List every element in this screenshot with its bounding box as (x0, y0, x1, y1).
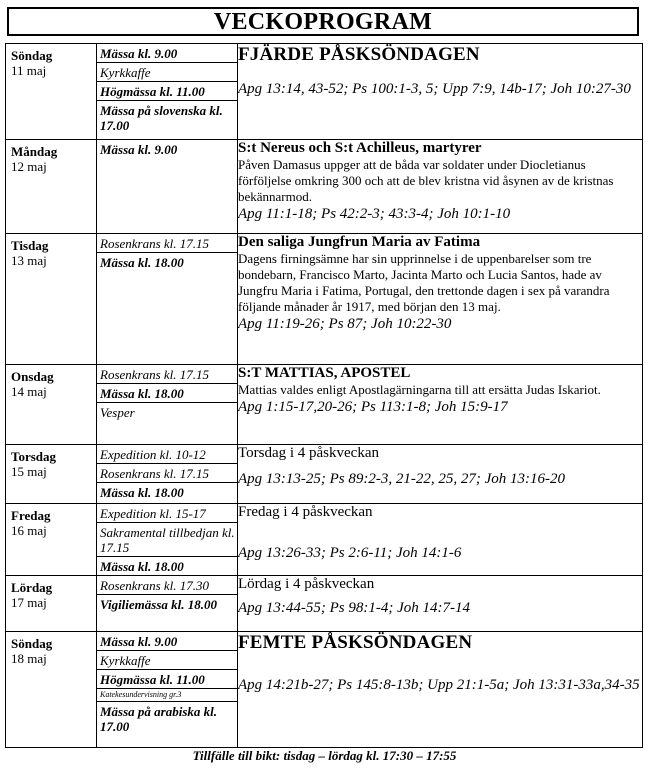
activities-cell (97, 445, 238, 504)
readings: Apg 13:44-55; Ps 98:1-4; Joh 14:7-14 (238, 600, 471, 616)
day-date: 18 maj (11, 651, 47, 666)
description-cell (238, 504, 643, 576)
feast-title: Lördag i 4 påskveckan (238, 576, 375, 592)
schedule-row (6, 576, 643, 632)
activities-cell (97, 576, 238, 632)
title-box (7, 7, 639, 36)
day-date: 17 maj (11, 595, 47, 610)
activity-item: Katekesundervisning gr.3 (97, 689, 237, 702)
readings: Apg 13:13-25; Ps 89:2-3, 21-22, 25, 27; Joh 13:16-20 (238, 471, 566, 487)
description-cell (238, 445, 643, 504)
activity-item: Sakramental tillbedjan kl. 17.15 (97, 523, 237, 557)
activity-item: Mässa på arabiska kl. 17.00 (100, 704, 218, 734)
day-cell (6, 365, 97, 445)
readings: Apg 13:26-33; Ps 2:6-11; Joh 14:1-6 (238, 545, 462, 561)
day-name: Söndag (11, 48, 53, 63)
feast-description: Dagens firningsämne har sin upprinnelse i de uppenbarelser som tre bondebarn, Francisco Marto, Jacinta Marto och Lucia Santos, hade av Jungfru Maria i Fatima, Portugal, den trettonde dagen i sex på varandra följande månader år 1917, med början den 13 maj. (238, 251, 610, 314)
day-cell (6, 140, 97, 234)
activities-cell (97, 365, 238, 445)
readings: Apg 13:14, 43-52; Ps 100:1-3, 5; Upp 7:9, 14b-17; Joh 10:27-30 (238, 81, 631, 97)
feast-title: S:t Nereus och S:t Achilleus, martyrer (238, 140, 482, 156)
description-cell (238, 576, 643, 632)
feast-title: S:T MATTIAS, APOSTEL (238, 365, 411, 381)
activity-item: Kyrkkaffe (97, 651, 237, 670)
day-name: Söndag (11, 636, 53, 651)
day-name: Onsdag (11, 369, 54, 384)
activities-cell (97, 234, 238, 365)
feast-title: Fredag i 4 påskveckan (238, 504, 373, 520)
activity-item: Rosenkrans kl. 17.15 (97, 234, 237, 253)
activity-item: Rosenkrans kl. 17.30 (97, 576, 237, 595)
day-date: 16 maj (11, 523, 47, 538)
readings: Apg 1:15-17,20-26; Ps 113:1-8; Joh 15:9-17 (238, 399, 508, 415)
feast-title: Torsdag i 4 påskveckan (238, 445, 379, 461)
readings: Apg 11:19-26; Ps 87; Joh 10:22-30 (238, 316, 452, 332)
activity-item: Mässa kl. 9.00 (97, 44, 237, 63)
day-cell (6, 504, 97, 576)
activity-item: Mässa kl. 9.00 (97, 632, 237, 651)
activities-cell (97, 504, 238, 576)
schedule-row (6, 234, 643, 365)
description-cell (238, 140, 643, 234)
activity-item: Expedition kl. 10-12 (97, 445, 237, 464)
activity-item: Kyrkkaffe (97, 63, 237, 82)
day-name: Tisdag (11, 238, 49, 253)
day-cell (6, 44, 97, 140)
day-name: Fredag (11, 508, 51, 523)
schedule-row (6, 44, 643, 140)
activity-item: Vesper (100, 405, 135, 420)
readings: Apg 11:1-18; Ps 42:2-3; 43:3-4; Joh 10:1-10 (238, 206, 511, 222)
day-date: 15 maj (11, 464, 47, 479)
feast-title: Den saliga Jungfrun Maria av Fatima (238, 234, 481, 250)
activity-item: Mässa på slovenska kl. 17.00 (100, 103, 223, 133)
day-cell (6, 445, 97, 504)
schedule-body (6, 44, 643, 748)
schedule-row (6, 140, 643, 234)
schedule-row (6, 445, 643, 504)
feast-description: Påven Damasus uppger att de båda var soldater under Diocletianus förföljelse omkring 300 och att de blev kristna vid åsynen av de kristnas bekännarmod. (238, 157, 614, 204)
readings: Apg 14:21b-27; Ps 145:8-13b; Upp 21:1-5a; Joh 13:31-33a,34-35 (238, 677, 640, 693)
confession-footer: Tillfälle till bikt: tisdag – lördag kl. 17:30 – 17:55 (192, 748, 457, 763)
schedule-row (6, 632, 643, 748)
activity-item: Rosenkrans kl. 17.15 (97, 464, 237, 483)
schedule-table (5, 43, 643, 748)
activity-item: Expedition kl. 15-17 (97, 504, 237, 523)
activity-item: Mässa kl. 18.00 (100, 485, 184, 500)
schedule-row (6, 504, 643, 576)
activity-item: Högmässa kl. 11.00 (97, 82, 237, 101)
description-cell (238, 44, 643, 140)
day-cell (6, 576, 97, 632)
activity-item: Mässa kl. 18.00 (97, 384, 237, 403)
day-cell (6, 632, 97, 748)
day-date: 13 maj (11, 253, 47, 268)
activity-item: Vigiliemässa kl. 18.00 (100, 597, 218, 612)
feast-title: FEMTE PÅSKSÖNDAGEN (238, 632, 473, 653)
activity-item: Rosenkrans kl. 17.15 (97, 365, 237, 384)
description-cell (238, 632, 643, 748)
page-title: VECKOPROGRAM (213, 9, 433, 35)
day-cell (6, 234, 97, 365)
activity-item: Mässa kl. 9.00 (100, 142, 178, 157)
schedule-row (6, 365, 643, 445)
day-name: Lördag (11, 580, 53, 595)
activities-cell (97, 44, 238, 140)
day-date: 14 maj (11, 384, 47, 399)
activity-item: Mässa kl. 18.00 (100, 559, 184, 574)
day-name: Måndag (11, 144, 58, 159)
activity-item: Högmässa kl. 11.00 (97, 670, 237, 689)
description-cell (238, 234, 643, 365)
activity-item: Mässa kl. 18.00 (100, 255, 184, 270)
feast-title: FJÄRDE PÅSKSÖNDAGEN (238, 44, 480, 65)
activities-cell (97, 140, 238, 234)
activities-cell (97, 632, 238, 748)
day-date: 11 maj (11, 63, 47, 78)
feast-description: Mattias valdes enligt Apostlagärningarna till att ersätta Judas Iskariot. (238, 382, 601, 397)
day-date: 12 maj (11, 159, 47, 174)
description-cell (238, 365, 643, 445)
day-name: Torsdag (11, 449, 57, 464)
